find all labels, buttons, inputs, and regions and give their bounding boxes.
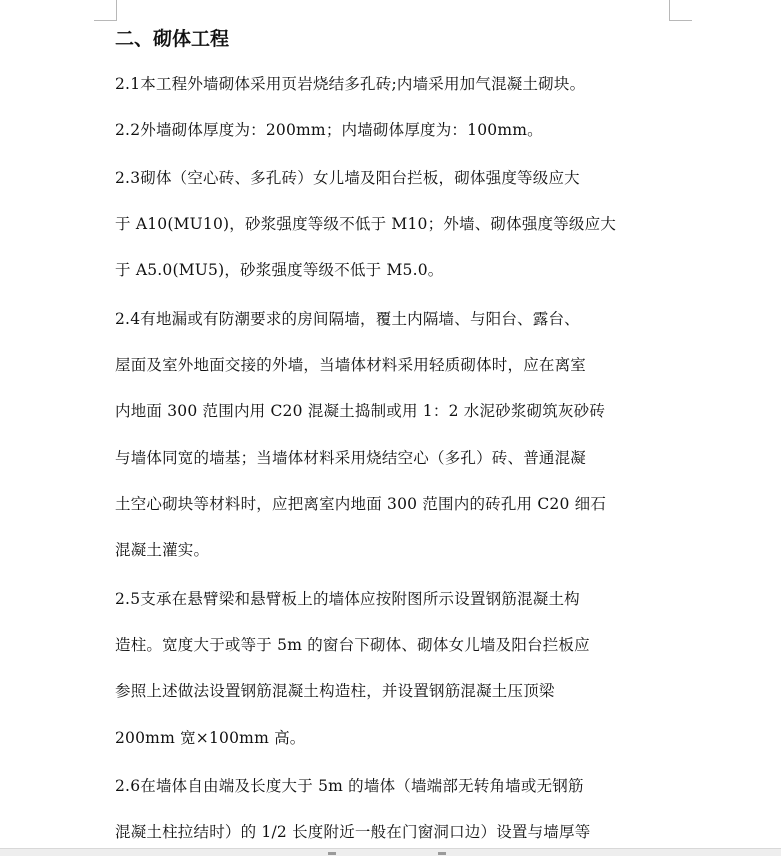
paragraph-line: 2.6在墙体自由端及长度大于 5m 的墙体（墙端部无转角墙或无钢筋: [115, 777, 584, 795]
section-heading: 二、砌体工程: [115, 28, 230, 50]
scrollbar-grip-icon[interactable]: [438, 852, 446, 855]
paragraph-line: 混凝土柱拉结时）的 1/2 长度附近一般在门窗洞口边）设置与墙厚等: [115, 823, 591, 841]
paragraph-line: 2.3砌体（空心砖、多孔砖）女儿墙及阳台拦板，砌体强度等级应大: [115, 169, 580, 187]
horizontal-scrollbar[interactable]: [0, 848, 781, 856]
scrollbar-grip-icon[interactable]: [328, 852, 336, 855]
paragraph-line: 2.4有地漏或有防潮要求的房间隔墙，覆土内隔墙、与阳台、露台、: [115, 310, 580, 328]
paragraph-line: 于 A5.0(MU5)，砂浆强度等级不低于 M5.0。: [115, 261, 444, 279]
crop-mark-top-right: [669, 0, 692, 21]
paragraph-line: 参照上述做法设置钢筋混凝土构造柱，并设置钢筋混凝土压顶梁: [115, 682, 555, 700]
paragraph-line: 土空心砌块等材料时，应把离室内地面 300 范围内的砖孔用 C20 细石: [115, 495, 607, 513]
paragraph-line: 内地面 300 范围内用 C20 混凝土捣制或用 1：2 水泥砂浆砌筑灰砂砖: [115, 402, 606, 420]
paragraph-line: 2.5支承在悬臂梁和悬臂板上的墙体应按附图所示设置钢筋混凝土构: [115, 590, 580, 608]
crop-mark-top-left: [94, 0, 117, 21]
paragraph-line: 于 A10(MU10)，砂浆强度等级不低于 M10；外墙、砌体强度等级应大: [115, 215, 617, 233]
paragraph-line: 2.1本工程外墙砌体采用页岩烧结多孔砖;内墙采用加气混凝土砌块。: [115, 75, 586, 93]
paragraph-line: 混凝土灌实。: [115, 541, 210, 559]
paragraph-line: 屋面及室外地面交接的外墙，当墙体材料采用轻质砌体时，应在离室: [115, 356, 587, 374]
paragraph-line: 造柱。宽度大于或等于 5m 的窗台下砌体、砌体女儿墙及阳台拦板应: [115, 636, 590, 654]
paragraph-line: 2.2外墙砌体厚度为：200mm；内墙砌体厚度为：100mm。: [115, 121, 543, 139]
paragraph-line: 与墙体同宽的墙基；当墙体材料采用烧结空心（多孔）砖、普通混凝: [115, 449, 587, 467]
paragraph-line: 200mm 宽×100mm 高。: [115, 729, 306, 747]
